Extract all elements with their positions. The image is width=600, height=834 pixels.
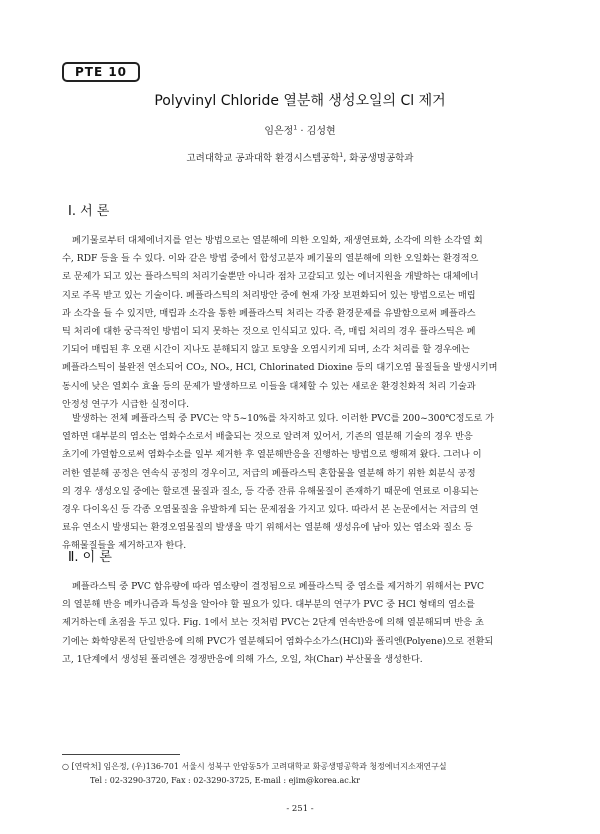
text-line: 기되어 매립된 후 오랜 시간이 지나도 분해되지 않고 토양을 오염시키게 되며, 소각 처리를 할 경우에는 [62, 344, 470, 356]
author-line [0, 122, 600, 137]
affiliation-primary: 고려대학교 공과대학 환경시스템공학 [186, 153, 340, 164]
section-heading-theory: Ⅱ. 이 론 [68, 550, 112, 565]
text-line: 유해물질들을 제거하고자 한다. [62, 540, 187, 552]
author-separator: · [297, 126, 307, 137]
page-number: - 251 - [286, 804, 314, 814]
session-badge: PTE 10 [62, 62, 140, 82]
author-1: 임은정 [264, 126, 294, 137]
author-1-superscript: 1 [293, 124, 298, 132]
text-line: 폐플라스틱 중 PVC 함유량에 따라 염소량이 결정됨으로 폐플라스틱 중 염소를 제거하기 위해서는 PVC [72, 581, 484, 592]
footnote-divider [62, 754, 180, 755]
section-heading-introduction: Ⅰ. 서 론 [68, 204, 110, 219]
text-line: 동시에 낮은 열회수 효율 등의 문제가 발생하므로 이들을 대체할 수 있는 새로운 환경친화적 처리 기술과 [62, 380, 476, 392]
text-line: 고, 1단계에서 생성된 폴리엔은 경쟁반응에 의해 가스, 오일, 챠(Char) 부산물을 생성한다. [62, 653, 423, 665]
text-line: 경우 다이옥신 등 각종 오염물질을 유발하게 되는 문제점을 가지고 있다. 따라서 본 논문에서는 저급의 연 [62, 504, 479, 516]
text-line: 폐기물로부터 대체에너지를 얻는 방법으로는 열분해에 의한 오일화, 재생연료화, 소각에 의한 소각열 회 [72, 235, 483, 246]
text-line: 안정성 연구가 시급한 실정이다. [62, 398, 190, 410]
text-line: 수, RDF 등을 들 수 있다. 이와 같은 방법 중에서 합성고분자 폐기물의 열분해에 의한 오일화는 환경적으 [62, 253, 479, 265]
text-line: 폐플라스틱이 불완전 연소되어 CO₂, NOₓ, HCl, Chlorinated Dioxine 등의 대기오염 물질들을 발생시키며 [62, 362, 498, 374]
text-line: 지로 주목 받고 있는 기술이다. 폐플라스틱의 처리방안 중에 현재 가장 보편화되어 있는 방법으로는 매립 [62, 289, 476, 301]
text-line: 제거하는데 초점을 두고 있다. Fig. 1에서 보는 것처럼 PVC는 2단계 연속반응에 의해 열분해되며 반응 초 [62, 617, 484, 629]
affiliation-secondary: , 화공생명공학과 [343, 153, 414, 164]
text-line: 러한 열분해 공정은 연속식 공정의 경우이고, 저급의 폐플라스틱 혼합물을 열분해 하기 위한 회분식 공정 [62, 467, 476, 479]
theory-paragraph-1 [62, 578, 538, 669]
affiliation-line [0, 150, 600, 164]
footnote-line-2: Tel : 02-3290-3720, Fax : 02-3290-3725, E-mail : ejim@korea.ac.kr [90, 776, 360, 785]
text-line: 료유 연소시 발생되는 환경오염물질의 발생을 막기 위해서는 열분해 생성유에 남아 있는 염소와 질소 등 [62, 522, 473, 534]
text-line: 초기에 가열함으로써 염화수소를 일부 제거한 후 열분해반응을 진행하는 방법으로 행해져 왔다. 그러나 이 [62, 449, 482, 461]
text-line: 로 문제가 되고 있는 플라스틱의 처리기술뿐만 아니라 점차 고갈되고 있는 에너지원을 개발하는 대체에너 [62, 271, 479, 283]
intro-paragraph-2 [62, 410, 538, 556]
text-line: 의 열분해 반응 메카니즘과 특성을 알아야 할 필요가 있다. 대부분의 연구가 PVC 중 HCl 형태의 염소를 [62, 599, 475, 611]
affiliation-superscript: 1 [339, 151, 344, 159]
text-line: 발생하는 전체 폐플라스틱 중 PVC는 약 5~10%를 차지하고 있다. 이러한 PVC를 200~300℃정도로 가 [72, 413, 495, 424]
text-line: 틱 처리에 대한 궁극적인 방법이 되지 못하는 것으로 인식되고 있다. 즉, 매립 처리의 경우 플라스틱은 폐 [62, 326, 476, 338]
intro-paragraph-1 [62, 232, 538, 414]
contact-footnote [62, 760, 542, 788]
author-2: 김성현 [306, 126, 336, 137]
text-line: 열하면 대부분의 염소는 염화수소로서 배출되는 것으로 알려져 있어서, 기존의 열분해 기술의 경우 반응 [62, 431, 473, 443]
text-line: 의 경우 생성오일 중에는 할로겐 물질과 질소, 등 각종 잔류 유해물질이 존재하기 때문에 연료로 이용되는 [62, 485, 479, 497]
footnote-line-1: ○ [연락처] 임은정, (우)136-701 서울시 성북구 안암동5가 고려대학교 화공생명공학과 청정에너지소재연구실 [62, 762, 447, 771]
text-line: 과 소각을 들 수 있지만, 매립과 소각을 통한 폐플라스틱 처리는 각종 환경문제를 유발함으로써 폐플라스 [62, 307, 476, 319]
text-line: 기에는 화학양론적 단일반응에 의해 PVC가 열분해되어 염화수소가스(HCl)와 폴리엔(Polyene)으로 전환되 [62, 635, 494, 647]
paper-title: Polyvinyl Chloride 열분해 생성오일의 Cl 제거 [154, 93, 446, 109]
